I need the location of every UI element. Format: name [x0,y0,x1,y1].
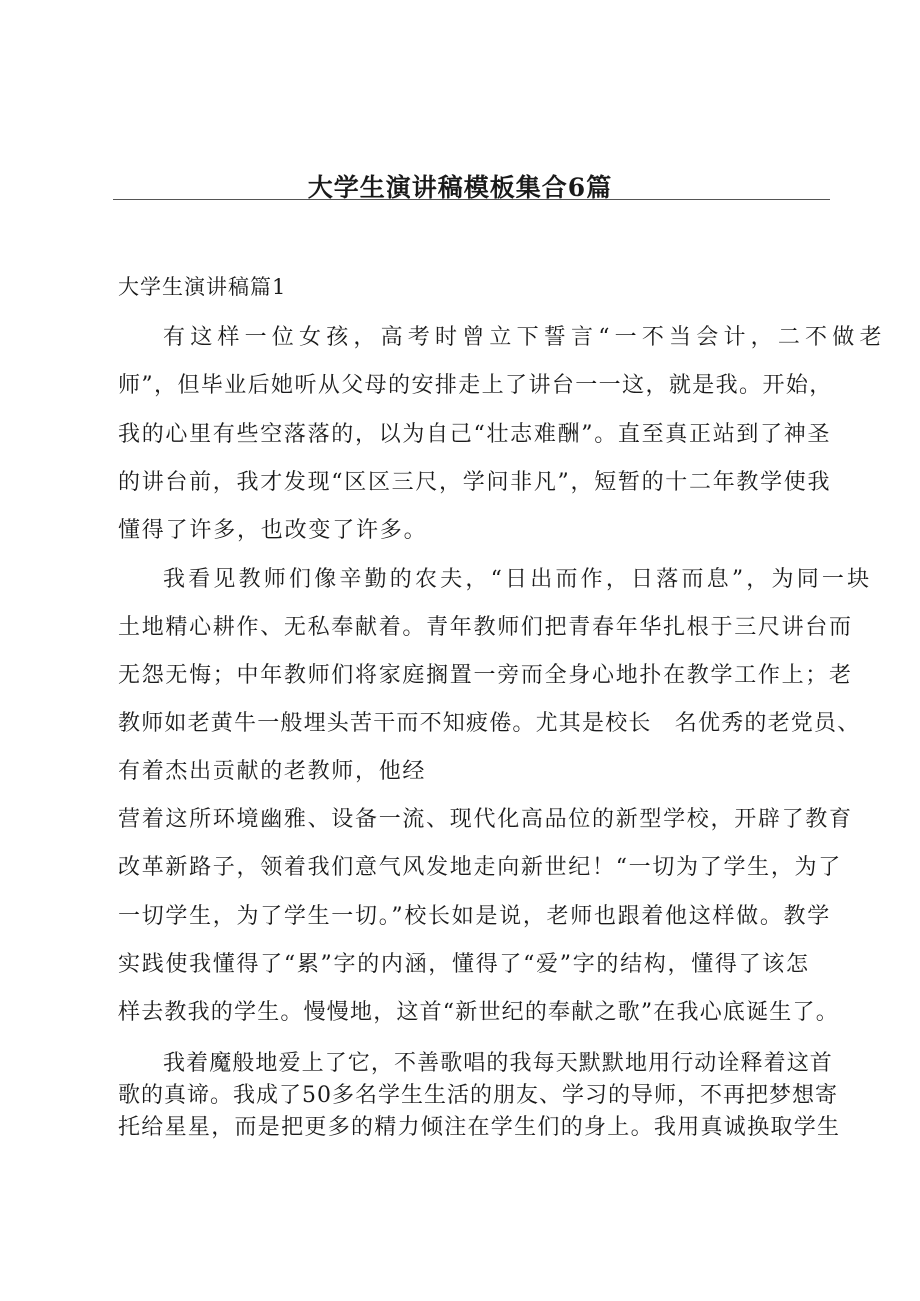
text-line: 一切学生，为了学生一切。”校长如是说，老师也跟着他这样做。教学 [118,904,831,929]
text-line: 托给星星，而是把更多的精力倾注在学生们的身上。我用真诚换取学生 [118,1115,841,1140]
text-line: 我看见教师们像辛勤的农夫，“日出而作，日落而息”，为同一块 [163,567,873,592]
text-line: 的讲台前，我才发现“区区三尺，学问非凡”，短暂的十二年教学使我 [118,470,832,495]
text-line: 我着魔般地爱上了它，不善歌唱的我每天默默地用行动诠释着这首 [163,1051,833,1076]
document-title: 大学生演讲稿模板集合6篇 [307,173,613,202]
text-line: 懂得了许多，也改变了许多。 [118,518,428,543]
text-line: 教师如老黄牛一般埋头苦干而不知疲倦。尤其是校长 名优秀的老党员、 [118,711,861,736]
text-line: 土地精心耕作、无私奉献着。青年教师们把青春年华扎根于三尺讲台而 [118,615,853,640]
text-line: 营着这所环境幽雅、设备一流、现代化高品位的新型学校，开辟了教育 [118,807,853,832]
text-line: 歌的真谛。我成了50多名学生生活的朋友、学习的导师，不再把梦想寄 [118,1083,838,1108]
section-heading: 大学生演讲稿篇1 [118,275,287,299]
title-underline [113,199,830,200]
text-line: 样去教我的学生。慢慢地，这首“新世纪的奉献之歌”在我心底诞生了。 [118,1000,839,1025]
text-line: 有这样一位女孩，高考时曾立下誓言“一不当会计，二不做老 [163,325,887,350]
text-line: 我的心里有些空落落的，以为自己“壮志难酬”。直至真正站到了神圣 [118,422,832,447]
text-line: 实践使我懂得了“累”字的内涵，懂得了“爱”字的结构，懂得了该怎 [118,952,810,977]
text-line: 师”，但毕业后她听从父母的安排走上了讲台一一这，就是我。开始， [118,373,833,398]
text-line: 有着杰出贡献的老教师，他经 [118,759,427,784]
text-line: 无怨无悔；中年教师们将家庭搁置一旁而全身心地扑在教学工作上；老 [118,663,853,688]
text-line: 改革新路子，领着我们意气风发地走向新世纪！“一切为了学生，为了 [118,855,842,880]
